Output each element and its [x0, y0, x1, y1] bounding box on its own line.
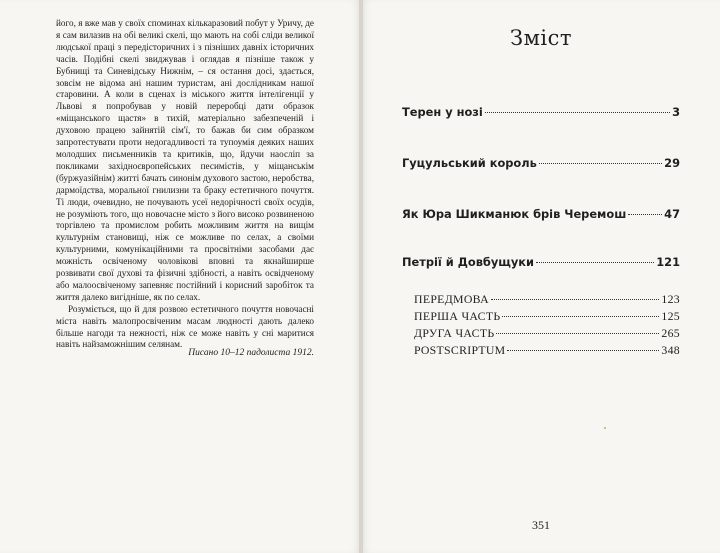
toc-subentry-title: ДРУГА ЧАСТЬ — [414, 326, 495, 340]
toc-entry-page: 29 — [664, 156, 680, 170]
toc-entry-title: Гуцульський король — [402, 156, 537, 170]
body-paragraph: Розуміється, що й для розвою естетичного почуття новочасні міста навіть малопросвіченим масам людності дають далеко більше нагоди та нежності, ніж се може навіть у сні маритися навіть найзаможнішим селянам. — [56, 303, 314, 350]
toc-entry-title: Терен у нозі — [402, 105, 483, 119]
toc-subentry[interactable] — [414, 309, 680, 324]
toc-subentry-page: 125 — [661, 309, 680, 323]
toc-entry-title: Петрії й Довбущуки — [402, 255, 535, 269]
toc-entry[interactable] — [402, 207, 680, 221]
toc-entry[interactable] — [402, 255, 680, 269]
toc-subentry-title: ПЕРША ЧАСТЬ — [414, 309, 501, 323]
leader-dots — [628, 214, 662, 215]
leader-dots — [536, 262, 654, 263]
leader-dots — [539, 163, 662, 164]
toc-subentry[interactable] — [414, 292, 680, 307]
toc-entry[interactable] — [402, 105, 680, 119]
leader-dots — [507, 350, 659, 351]
book-gutter — [359, 0, 363, 553]
date-line: Писано 10–12 падолиста 1912. — [188, 348, 314, 358]
toc-subentry-page: 123 — [661, 292, 680, 306]
toc-entry-page: 3 — [672, 105, 680, 119]
toc-subentry[interactable] — [414, 343, 680, 358]
right-page — [362, 0, 720, 553]
toc-subentry-page: 348 — [661, 343, 680, 357]
body-paragraph: його, я вже мав у своїх споминах кількаразовий побут у Уричу, де я сам вилазив на обі великі скелі, що мають на собі сліди великої людської праці з передісторичних і з пізніших давніх історичних часів. Подібні скелі звиджував і оглядав я пізніше також у Бубнищі та Синевідську Нижнім, – ся остання досі, здається, зовсім не відома ані нашим туристам, ані дослідникам нашої старовини. А коли в сценах із міського життя інтелігенції у Львові я попробував у новій переробці дати образок «міщанського щастя» в тихій, матеріально забезпеченій і духовою працею зайнятій сім'ї, то бажав би сим образком запротестувати проти недогадливості та тупоумія деяких наших молодших письменників та критиків, що, йдучи наосліп за покликами західноєвропейських песимістів, у міщанськім (буржуазійнім) житті бачать синонім духового застою, неробства, дармоїдства, моральної гнилизни та браку естетичного почуття. Ті люди, очевидно, не почувають усеї недорічності своїх осудів, не розуміють того, що новочасне місто з його високо розвиненою торгівлею та промислом робить можливим життя на вищім культурнім становищі, ніж се можливе по селах, а своїми культурними, комунікаційними та просвітніми засобами дає можність освіченому чоловікові вповні та якнайширше розвивати свої духові та фізичні здібності, а навіть освідченому або малоосвіченому запевняє постійний і корисний заробіток та життя далеко вигідніше, як по селах. — [56, 18, 314, 302]
toc-entry[interactable] — [402, 156, 680, 170]
toc-title: Зміст — [509, 26, 572, 50]
toc-subentry-title: ПЕРЕДМОВА — [414, 292, 489, 306]
paper-speck — [604, 427, 606, 429]
toc-entry-page: 47 — [664, 207, 680, 221]
leader-dots — [502, 316, 659, 317]
toc-subentry-title: POSTSCRIPTUM — [414, 343, 506, 357]
leader-dots — [496, 333, 659, 334]
toc-subentry[interactable] — [414, 326, 680, 341]
toc-entry-page: 121 — [656, 255, 680, 269]
leader-dots — [485, 112, 670, 113]
page-number: 351 — [532, 518, 550, 532]
toc-subentry-page: 265 — [661, 326, 680, 340]
toc-entry-title: Як Юра Шикманюк брів Черемош — [402, 207, 627, 221]
leader-dots — [491, 299, 659, 300]
body-text — [56, 18, 314, 351]
